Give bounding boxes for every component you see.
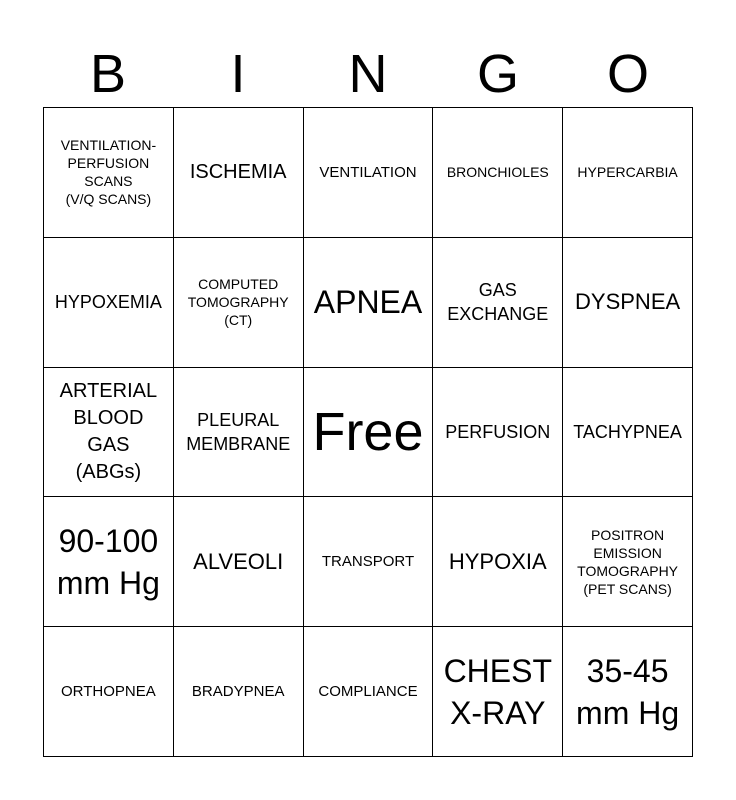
cell-label: VENTILATION (319, 163, 417, 181)
bingo-cell[interactable] (433, 497, 563, 627)
bingo-cell[interactable] (44, 108, 174, 238)
cell-label: TACHYPNEA (573, 421, 682, 442)
header-letter-g: G (476, 44, 519, 104)
free-space[interactable] (304, 368, 434, 498)
bingo-cell[interactable] (563, 368, 693, 498)
bingo-cell[interactable] (44, 627, 174, 757)
bingo-cell[interactable] (304, 497, 434, 627)
bingo-cell[interactable] (433, 108, 563, 238)
bingo-cell[interactable] (563, 108, 693, 238)
bingo-cell[interactable] (44, 497, 174, 627)
bingo-cell[interactable] (433, 368, 563, 498)
cell-label: BRADYPNEA (191, 683, 285, 701)
bingo-cell[interactable] (304, 108, 434, 238)
cell-label: COMPUTED TOMOGRAPHY (CT) (187, 276, 289, 329)
bingo-cell[interactable] (304, 238, 434, 368)
bingo-cell[interactable] (174, 627, 304, 757)
bingo-cell[interactable] (174, 497, 304, 627)
bingo-cell[interactable] (304, 627, 434, 757)
cell-label: HYPOXEMIA (54, 292, 162, 313)
bingo-cell[interactable] (174, 368, 304, 498)
cell-label: GAS EXCHANGE (447, 280, 549, 325)
cell-label: HYPOXIA (448, 548, 547, 574)
bingo-cell[interactable] (433, 627, 563, 757)
cell-label: CHEST X-RAY (443, 652, 553, 731)
cell-label: ARTERIAL BLOOD GAS (ABGs) (59, 379, 158, 483)
cell-label: ISCHEMIA (189, 160, 287, 183)
bingo-cell[interactable] (174, 108, 304, 238)
bingo-board (43, 107, 693, 757)
cell-label: VENTILATION- PERFUSION SCANS (V/Q SCANS) (60, 137, 157, 208)
cell-label: POSITRON EMISSION TOMOGRAPHY (PET SCANS) (577, 526, 679, 597)
cell-label: BRONCHIOLES (446, 164, 549, 181)
bingo-cell[interactable] (44, 368, 174, 498)
bingo-cell[interactable] (563, 497, 693, 627)
bingo-cell[interactable] (174, 238, 304, 368)
cell-label: TRANSPORT (321, 553, 415, 571)
cell-label: DYSPNEA (575, 289, 681, 315)
bingo-header (43, 40, 693, 108)
cell-label: APNEA (313, 284, 423, 321)
cell-label: 90-100 mm Hg (56, 522, 160, 601)
cell-label: HYPERCARBIA (577, 164, 678, 181)
cell-label: Free (312, 401, 424, 462)
cell-label: ORTHOPNEA (61, 683, 156, 701)
header-letter-o: O (606, 44, 649, 104)
cell-label: PERFUSION (445, 421, 551, 442)
header-letter-n: N (348, 44, 388, 104)
bingo-cell[interactable] (433, 238, 563, 368)
bingo-cell[interactable] (44, 238, 174, 368)
cell-label: PLEURAL MEMBRANE (186, 409, 291, 454)
bingo-cell[interactable] (563, 238, 693, 368)
cell-label: COMPLIANCE (318, 683, 418, 701)
header-letter-i: I (230, 44, 246, 104)
cell-label: ALVEOLI (193, 548, 284, 574)
cell-label: 35-45 mm Hg (576, 652, 680, 731)
bingo-cell[interactable] (563, 627, 693, 757)
header-letter-b: B (89, 44, 127, 104)
